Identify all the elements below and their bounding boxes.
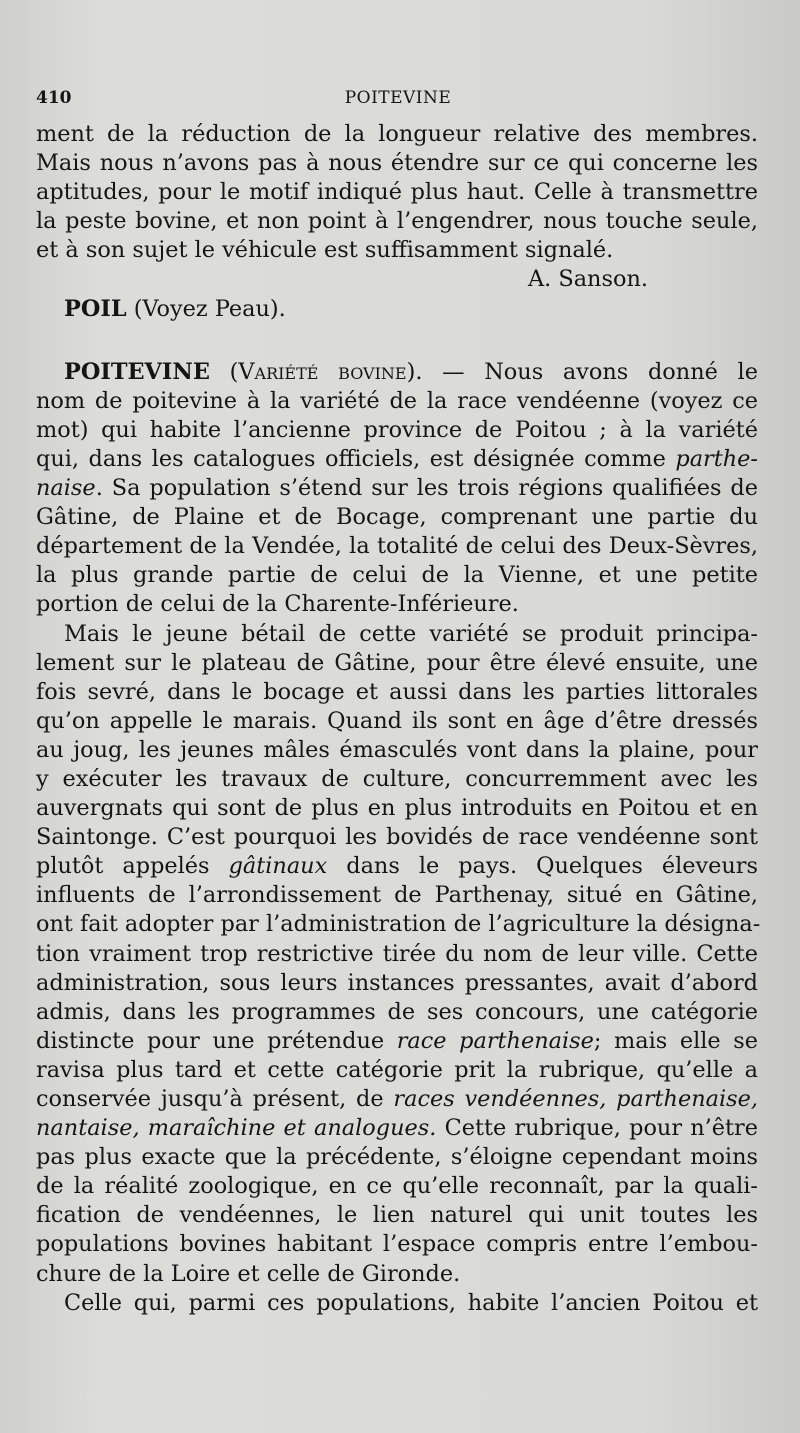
continuation-paragraph — [36, 120, 758, 265]
text-fragment: conservée jusqu’à présent, de — [36, 1086, 384, 1112]
text-line: qu’on appelle le marais. Quand ils sont en âge d’être dressés — [36, 707, 758, 734]
text-line: fication de vendéennes, le lien naturel qui unit toutes les — [36, 1202, 758, 1229]
page-header — [36, 88, 760, 112]
text-fragment: qui, dans les catalogues officiels, est désignée comme — [36, 445, 666, 472]
text-line — [36, 852, 758, 881]
poitevine-entry — [36, 358, 758, 620]
text-line: Saintonge. C’est pourquoi les bovidés de race vendéenne sont — [36, 824, 758, 851]
page-body — [36, 120, 761, 1318]
italic-term: race parthenaise — [396, 1027, 594, 1054]
text-fragment: dans le pays. Quelques éleveurs — [346, 853, 758, 880]
text-line: Celle qui, parmi ces populations, habite l’ancien Poitou et — [64, 1289, 758, 1316]
text-fragment: . Sa population s’étend sur les trois régions qualifiées de — [95, 475, 758, 502]
text-line: nom de poitevine à la variété de la race vendéenne (voyez ce — [36, 387, 758, 414]
italic-term: races vendéennes, parthenaise, — [393, 1086, 758, 1112]
text-line — [36, 1027, 758, 1056]
text-fragment: ; mais elle se — [593, 1027, 759, 1054]
text-line: chure de la Loire et celle de Gironde. — [36, 1260, 461, 1287]
running-title: POITEVINE — [344, 88, 452, 108]
text-line — [36, 358, 758, 387]
text-line: tion vraiment trop restrictive tirée du nom de leur ville. Cette — [36, 940, 758, 967]
text-line: pas plus exacte que la précédente, s’éloigne cependant moins — [36, 1144, 758, 1171]
signature-text: A. Sanson. — [527, 266, 648, 293]
text-line: lement sur le plateau de Gâtine, pour être élevé ensuite, une — [36, 649, 758, 676]
text-line: ravisa plus tard et cette catégorie prit la rubrique, qu’elle a — [36, 1056, 758, 1083]
poil-crossref: (Voyez Peau). — [133, 295, 286, 322]
text-line: portion de celui de la Charente-Inférieure. — [36, 591, 519, 618]
text-line: département de la Vendée, la totalité de celui des Deux-Sèvres, — [36, 533, 758, 560]
text-line: de la réalité zoologique, en ce qu’elle reconnaît, par la quali- — [36, 1173, 758, 1200]
poitevine-paragraph-3 — [36, 1289, 758, 1318]
text-line: fois sevré, dans le bocage et aussi dans les parties littorales — [36, 678, 758, 705]
author-signature — [36, 265, 758, 294]
text-fragment: — Nous avons donné le — [442, 358, 758, 385]
text-line: Mais le jeune bétail de cette variété se produit principa- — [64, 620, 758, 647]
text-fragment: distincte pour une prétendue — [36, 1027, 385, 1054]
text-line — [36, 474, 758, 503]
text-line — [36, 1114, 758, 1143]
poitevine-headword: POITEVINE — [64, 358, 210, 385]
italic-term: naise — [36, 475, 96, 502]
text-line: administration, sous leurs instances pressantes, avait d’abord — [36, 969, 758, 996]
text-line: y exécuter les travaux de culture, concurremment avec les — [36, 765, 758, 792]
text-line: admis, dans les programmes de ses concours, une catégorie — [36, 998, 758, 1025]
italic-term: nantaise, maraîchine et analogues. — [36, 1115, 437, 1142]
text-line — [36, 445, 758, 474]
poil-entry — [36, 295, 758, 324]
text-line: ment de la réduction de la longueur relative des membres. — [36, 121, 758, 147]
text-line: mot) qui habite l’ancienne province de Poitou ; à la variété — [36, 416, 758, 443]
text-line: Gâtine, de Plaine et de Bocage, comprenant une partie du — [36, 504, 758, 531]
poitevine-paragraph-2 — [36, 620, 761, 1289]
text-fragment: Cette rubrique, pour n’être — [444, 1115, 759, 1142]
text-line: la plus grande partie de celui de la Vienne, et une petite — [36, 562, 758, 589]
text-line: influents de l’arrondissement de Parthenay, situé en Gâtine, — [36, 882, 758, 909]
text-line — [36, 1085, 758, 1114]
text-line: la peste bovine, et non point à l’engendrer, nous touche seule, — [36, 208, 758, 235]
page-number: 410 — [36, 88, 72, 108]
text-line: et à son sujet le véhicule est suffisamment signalé. — [36, 237, 614, 264]
text-line: populations bovines habitant l’espace compris entre l’embou- — [36, 1231, 758, 1258]
text-fragment: plutôt appelés — [36, 853, 210, 880]
poitevine-subtitle: (Variété bovine). — [229, 358, 423, 385]
poil-headword: POIL — [64, 295, 127, 322]
italic-term: gâtinaux — [228, 853, 328, 880]
text-line: au joug, les jeunes mâles émasculés vont dans la plaine, pour — [36, 736, 758, 763]
italic-term: parthe- — [675, 445, 758, 472]
text-line: auvergnats qui sont de plus en plus introduits en Poitou et en — [36, 795, 758, 822]
text-line: ont fait adopter par l’administration de l’agriculture la désigna- — [36, 911, 761, 938]
text-line: Mais nous n’avons pas à nous étendre sur ce qui concerne les — [36, 150, 758, 177]
text-line: aptitudes, pour le motif indiqué plus haut. Celle à transmettre — [36, 179, 758, 206]
